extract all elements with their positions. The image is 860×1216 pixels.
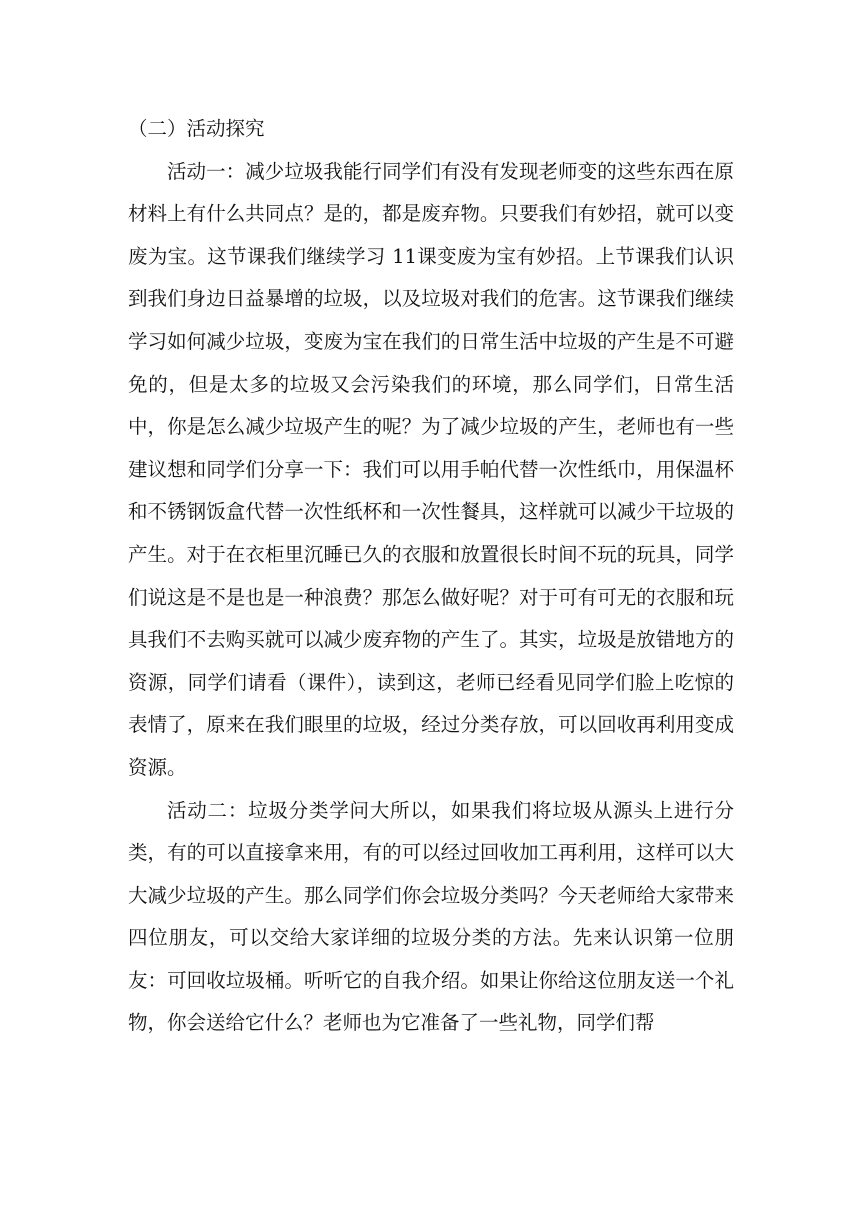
section-heading: （二）活动探究 — [128, 117, 265, 140]
paragraph-activity-two: 活动二：垃圾分类学问大所以，如果我们将垃圾从源头上进行分类，有的可以直接拿来用，有的可以经过回收加工再利用，这样可以大大减少垃圾的产生。那么同学们你会垃圾分类吗？今天老师给大家带来四位朋友，可以交给大家详细的垃圾分类的方法。先来认识第一位朋友：可回收垃圾桶。听听它的自我介绍。如果让你给这位朋友送一个礼物，你会送给它什么？老师也为它准备了一些礼物，同学们帮 — [128, 798, 734, 1035]
paragraph-activity-one: 活动一：减少垃圾我能行同学们有没有发现老师变的这些东西在原材料上有什么共同点？是的，都是废弃物。只要我们有妙招，就可以变废为宝。这节课我们继续学习 11课变废为宝有妙招。上节课我们认识到我们身边日益暴增的垃圾，以及垃圾对我们的危害。这节课我们继续学习如何减少垃圾，变废为宝在我们的日常生活中垃圾的产生是不可避免的，但是太多的垃圾又会污染我们的环境，那么同学们，日常生活中，你是怎么减少垃圾产生的呢？为了减少垃圾的产生，老师也有一些建议想和同学们分享一下：我们可以用手帕代替一次性纸巾，用保温杯和不锈钢饭盒代替一次性纸杯和一次性餐具，这样就可以减少干垃圾的产生。对于在衣柜里沉睡已久的衣服和放置很长时间不玩的玩具，同学们说这是不是也是一种浪费？那怎么做好呢？对于可有可无的衣服和玩具我们不去购买就可以减少废弃物的产生了。其实，垃圾是放错地方的资源，同学们请看（课件），读到这，老师已经看见同学们脸上吃惊的表情了，原来在我们眼里的垃圾，经过分类存放，可以回收再利用变成资源。 — [128, 159, 734, 779]
document-body — [128, 108, 734, 1045]
